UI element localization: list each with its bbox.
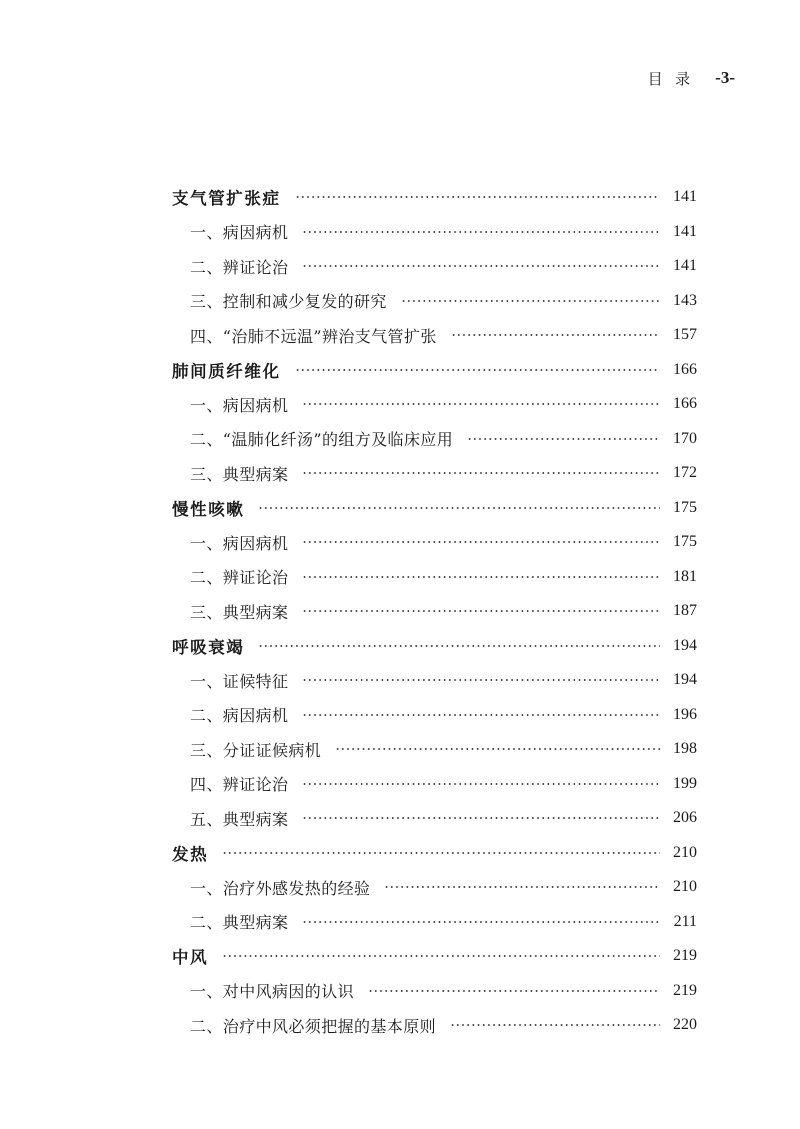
dot-leader: [302, 609, 660, 613]
toc-entry-title: 二、病因病机: [190, 706, 289, 726]
dot-leader: [302, 575, 660, 579]
toc-section-entry[interactable]: [172, 422, 697, 457]
toc-section-entry[interactable]: [172, 318, 697, 353]
dot-leader: [258, 506, 660, 510]
toc-entry-page: 199: [673, 774, 697, 792]
toc-entry-page: 206: [673, 809, 697, 827]
dot-leader: [335, 747, 660, 751]
toc-entry-page: 172: [673, 464, 697, 482]
toc-chapter-entry[interactable]: [172, 353, 697, 388]
toc-entry-page: 219: [673, 981, 697, 999]
toc-entry-page: 198: [673, 740, 697, 758]
dot-leader: [302, 402, 660, 406]
toc-entry-title: 三、典型病案: [190, 602, 289, 622]
toc-entry-page: 166: [673, 395, 697, 413]
toc-entry-title: 四、辨证论治: [190, 775, 289, 795]
dot-leader: [302, 471, 660, 475]
toc-entry-title: 二、典型病案: [190, 913, 289, 933]
toc-entry-title: 慢性咳嗽: [172, 499, 245, 519]
toc-section-entry[interactable]: [172, 801, 697, 836]
dot-leader: [450, 1023, 660, 1027]
toc-entry-page: 141: [673, 222, 697, 240]
dot-leader: [302, 713, 660, 717]
toc-entry-page: 170: [673, 429, 697, 447]
toc-chapter-entry[interactable]: [172, 629, 697, 664]
running-head-section: 目 录: [647, 69, 692, 88]
toc-section-entry[interactable]: [172, 974, 697, 1009]
dot-leader: [302, 230, 660, 234]
toc-section-entry[interactable]: [172, 870, 697, 905]
toc-entry-title: 一、病因病机: [190, 533, 289, 553]
toc-section-entry[interactable]: [172, 732, 697, 767]
dot-leader: [451, 333, 660, 337]
dot-leader: [302, 540, 660, 544]
toc-entry-page: 220: [673, 1016, 697, 1034]
toc-entry-title: 一、病因病机: [190, 395, 289, 415]
table-of-contents: [172, 180, 697, 1043]
dot-leader: [467, 437, 660, 441]
toc-entry-title: 一、病因病机: [190, 223, 289, 243]
toc-section-entry[interactable]: [172, 249, 697, 284]
toc-entry-title: 一、证候特征: [190, 671, 289, 691]
dot-leader: [222, 954, 660, 958]
dot-leader: [384, 885, 660, 889]
toc-entry-title: 肺间质纤维化: [172, 361, 281, 381]
toc-section-entry[interactable]: [172, 456, 697, 491]
toc-entry-title: 二、“温肺化纤汤”的组方及临床应用: [190, 430, 454, 450]
toc-section-entry[interactable]: [172, 525, 697, 560]
toc-entry-page: 210: [673, 878, 697, 896]
dot-leader: [302, 920, 660, 924]
toc-entry-page: 175: [673, 498, 697, 516]
toc-section-entry[interactable]: [172, 284, 697, 319]
toc-entry-page: 157: [673, 326, 697, 344]
toc-chapter-entry[interactable]: [172, 180, 697, 215]
toc-section-entry[interactable]: [172, 1008, 697, 1043]
toc-entry-title: 三、典型病案: [190, 464, 289, 484]
dot-leader: [302, 782, 660, 786]
dot-leader: [222, 851, 660, 855]
toc-entry-title: 中风: [172, 948, 209, 968]
toc-entry-title: 三、分证证候病机: [190, 740, 322, 760]
toc-entry-page: 181: [673, 567, 697, 585]
toc-entry-title: 一、治疗外感发热的经验: [190, 878, 371, 898]
toc-section-entry[interactable]: [172, 560, 697, 595]
toc-entry-title: 支气管扩张症: [172, 189, 281, 209]
dot-leader: [302, 678, 660, 682]
toc-entry-title: 二、辨证论治: [190, 568, 289, 588]
dot-leader: [302, 264, 660, 268]
toc-section-entry[interactable]: [172, 663, 697, 698]
toc-entry-title: 二、治疗中风必须把握的基本原则: [190, 1016, 437, 1036]
toc-section-entry[interactable]: [172, 594, 697, 629]
toc-section-entry[interactable]: [172, 767, 697, 802]
toc-entry-title: 发热: [172, 844, 209, 864]
toc-entry-page: 210: [673, 843, 697, 861]
toc-entry-page: 194: [673, 671, 697, 689]
toc-entry-page: 141: [673, 257, 697, 275]
toc-chapter-entry[interactable]: [172, 939, 697, 974]
toc-entry-page: 166: [673, 360, 697, 378]
dot-leader: [401, 299, 660, 303]
toc-section-entry[interactable]: [172, 698, 697, 733]
toc-entry-page: 143: [673, 291, 697, 309]
page-number: -3-: [715, 68, 735, 87]
toc-entry-page: 219: [673, 947, 697, 965]
toc-entry-title: 呼吸衰竭: [172, 637, 245, 657]
dot-leader: [368, 989, 660, 993]
toc-entry-page: 187: [673, 602, 697, 620]
toc-entry-title: 四、“治肺不远温”辨治支气管扩张: [190, 326, 437, 346]
toc-entry-title: 三、控制和减少复发的研究: [190, 292, 387, 312]
dot-leader: [258, 644, 660, 648]
toc-entry-title: 五、典型病案: [190, 809, 289, 829]
dot-leader: [302, 816, 660, 820]
toc-section-entry[interactable]: [172, 387, 697, 422]
dot-leader: [295, 195, 660, 199]
running-head: [640, 66, 770, 90]
toc-entry-page: 141: [673, 188, 697, 206]
toc-chapter-entry[interactable]: [172, 491, 697, 526]
toc-entry-title: 一、对中风病因的认识: [190, 982, 355, 1002]
toc-chapter-entry[interactable]: [172, 836, 697, 871]
toc-section-entry[interactable]: [172, 905, 697, 940]
toc-entry-page: 211: [673, 912, 697, 930]
dot-leader: [295, 368, 660, 372]
toc-entry-page: 194: [673, 636, 697, 654]
toc-entry-title: 二、辨证论治: [190, 257, 289, 277]
toc-entry-page: 196: [673, 705, 697, 723]
toc-section-entry[interactable]: [172, 215, 697, 250]
toc-entry-page: 175: [673, 533, 697, 551]
